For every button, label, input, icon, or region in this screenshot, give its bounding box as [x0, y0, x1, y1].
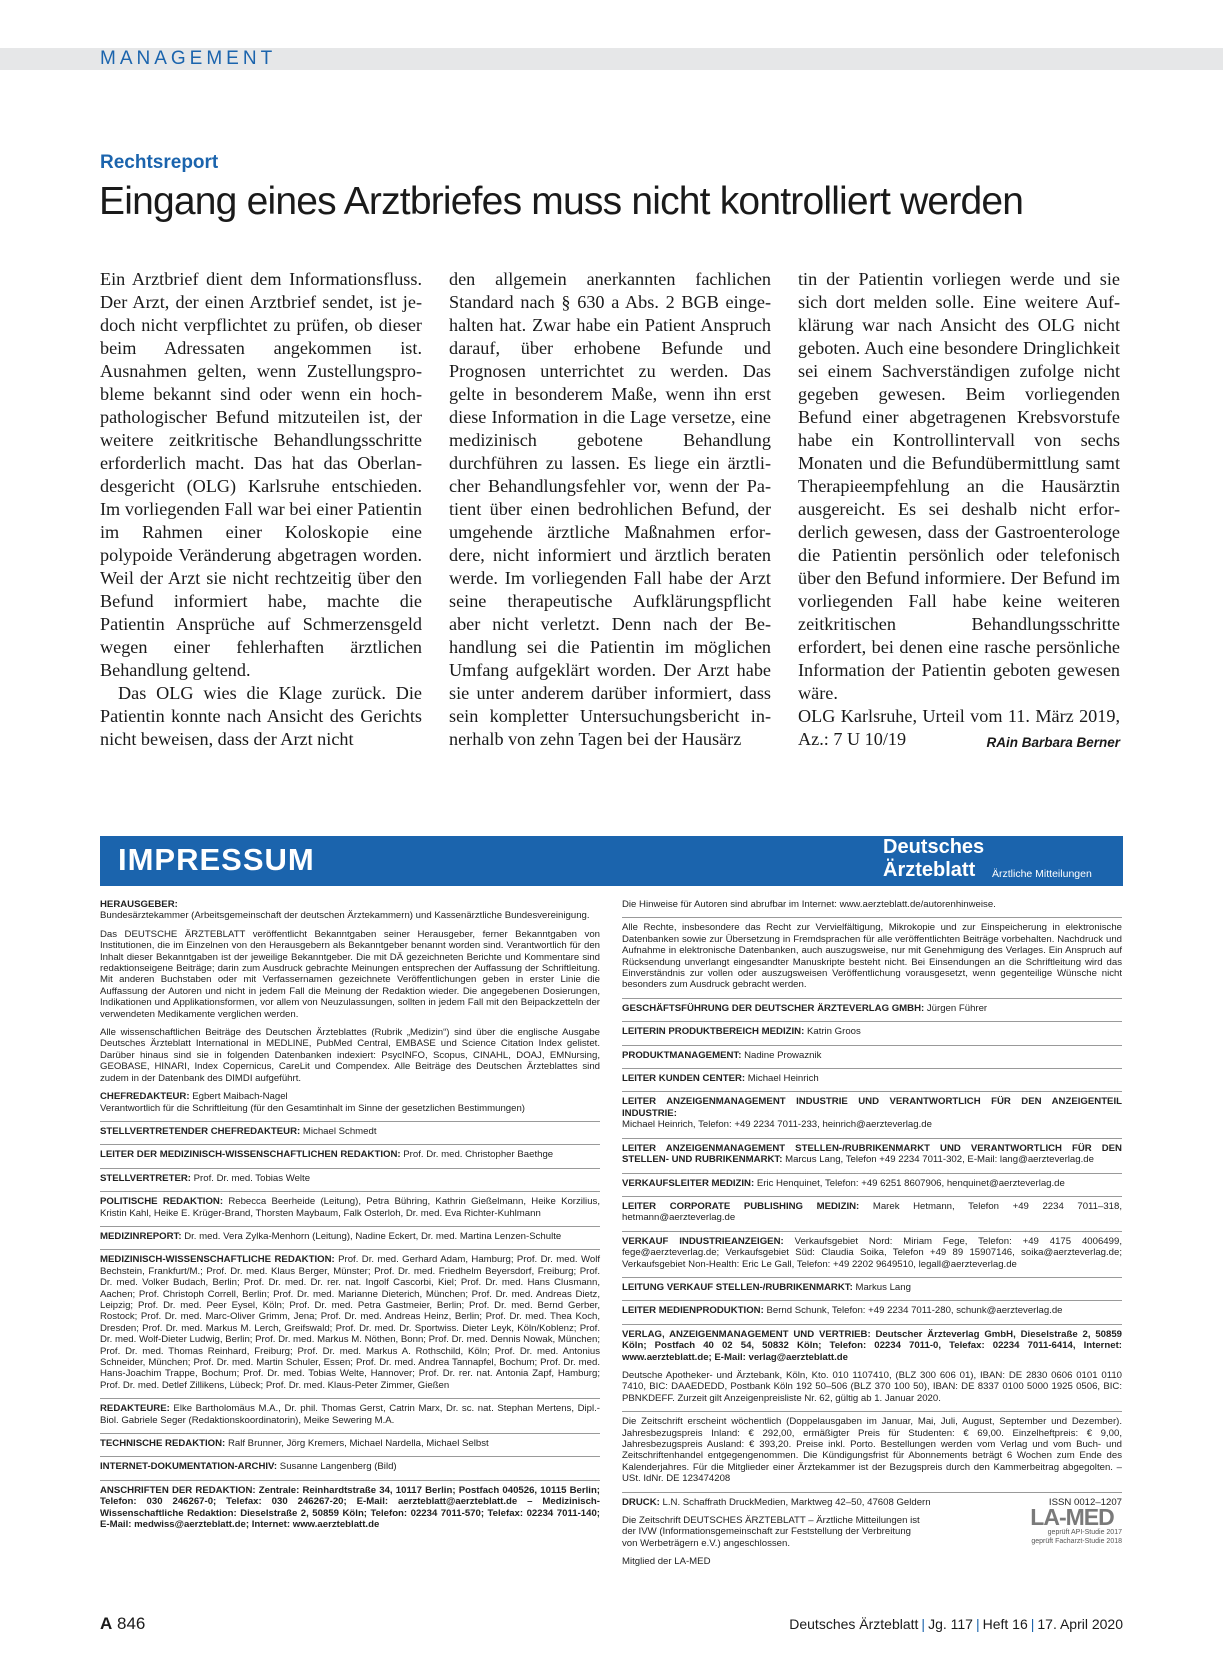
- ivw-note: Die Zeitschrift DEUTSCHES ÄRZTEBLATT – Ärztliche Mitteilungen ist der IVW (Informationsgemeinschaft zur Feststellung der Verbreitung von Werbeträgern e.V.) angeschlossen.: [622, 1515, 920, 1549]
- article-citation: [798, 705, 1120, 751]
- anzeigenmanagement-stellen: LEITER ANZEIGENMANAGEMENT STELLEN-/RUBRIKENMARKT UND VERANTWORTLICH FÜR DEN STELLEN- UND RUBRIKENMARKT: Marcus Lang, Telefon +49 2234 7011-302, E-Mail: lang@aerzteverlag.de: [622, 1138, 1122, 1166]
- medienproduktion: LEITER MEDIENPRODUKTION: Bernd Schunk, Telefon: +49 2234 7011-280, schunk@aerzteverlag.de: [622, 1300, 1122, 1316]
- article-paragraph: tin der Patientin vorliegen werde und sie sich dort melden solle. Eine weitere Aufklärung war nach Ansicht des OLG nicht geboten. Auch eine besondere Dringlichkeit sei einem Sachverständigen zufolge nicht gegeben gewesen. Beim vorliegenden Befund einer abgetragenen Krebsvorstufe habe ein Kontrollintervall von sechs Monaten und die Befundübermittlung samt Therapieempfehlung an die Hausärztin ausgereicht. Es sei deshalb nicht erforderlich gewesen, dass der Gastroenterologe die Patientin persönlich oder telefonisch über den Befund informiere. Der Befund im vorliegenden Fall habe keine weiteren zeitkritischen Behandlungsschritte erfordert, bei denen eine rasche persönliche Information der Patientin geboten gewesen wäre.: [798, 269, 1120, 703]
- article-kicker: Rechtsreport: [100, 152, 219, 173]
- footer-volume: Jg. 117: [928, 1616, 973, 1632]
- redakteure: REDAKTEURE: Elke Bartholomäus M.A., Dr. phil. Thomas Gerst, Catrin Marx, Dr. sc. nat. Stephan Mertens, Dipl.-Biol. Gabriele Seger (Redaktionskoordinatorin), Meike Sewering M.A.: [100, 1398, 600, 1426]
- politische-redaktion: POLITISCHE REDAKTION: Rebecca Beerheide (Leitung), Petra Bühring, Kathrin Gießelmann, Heike Korzilius, Kristin Kahl, Heike E. Krüger-Brand, Thorsten Maybaum, Falk Osterloh, Dr. med. Eva Richter-Kuhlmann: [100, 1191, 600, 1219]
- leiterin-produktbereich: LEITERIN PRODUKTBEREICH MEDIZIN: Katrin Groos: [622, 1021, 1122, 1037]
- impressum-title: IMPRESSUM: [118, 842, 315, 877]
- chefredakteur: CHEFREDAKTEUR: Egbert Maibach-Nagel Verantwortlich für die Schriftleitung (für den Gesamtinhalt im Sinne der gesetzlichen Bestimmungen): [100, 1091, 525, 1114]
- kunden-center: LEITER KUNDEN CENTER: Michael Heinrich: [622, 1068, 1122, 1084]
- impressum-left-column: [100, 899, 600, 1537]
- lamed-logo: [1022, 1505, 1122, 1546]
- produktmanagement: PRODUKTMANAGEMENT: Nadine Prowaznik: [622, 1045, 1122, 1061]
- article-paragraph: Das OLG wies die Klage zurück. Die Patientin konnte nach Ansicht des Gerichts nicht beweisen, dass der Arzt nicht: [100, 683, 422, 749]
- impressum-right-column: [622, 899, 1122, 1575]
- autorenhinweise: Die Hinweise für Autoren sind abrufbar im Internet: www.aerzteblatt.de/autorenhinweise.: [622, 899, 996, 910]
- brand-logo-line2: Ärzteblatt: [883, 859, 976, 881]
- leiter-medwiss: LEITER DER MEDIZINISCH-WISSENSCHAFTLICHEN REDAKTION: Prof. Dr. med. Christopher Baethge: [100, 1144, 600, 1160]
- rechte: Alle Rechte, insbesondere das Recht zur Vervielfältigung, Mikrokopie und zur Einspeicherung in elektronische Datenbanken sowie zur Übersetzung in Fremdsprachen für alle veröffentlichten Beiträge vorbehalten. Nachdruck und Aufnahme in elektronische Datenbanken, auch auszugsweise, nur mit Genehmigung des Verlages. Ein Anspruch auf Rücksendung unverlangt eingesandter Manuskripte besteht nicht. Bei Einsendungen an die Schriftleitung wird das Einverständnis zur vollen oder auszugsweisen Veröffentlichung vorausgesetzt, wenn gegenteilige Wünsche nicht besonders zum Ausdruck gebracht werden.: [622, 917, 1122, 990]
- brand-logo-subtitle: Ärztliche Mitteilungen: [992, 868, 1092, 880]
- medizinreport: MEDIZINREPORT: Dr. med. Vera Zylka-Menhorn (Leitung), Nadine Eckert, Dr. med. Martina Lenzen-Schulte: [100, 1226, 600, 1242]
- impressum-text: Alle wissenschaftlichen Beiträge des Deutschen Ärzteblattes (Rubrik „Medizin“) sind über die englische Ausgabe Deutsches Ärzteblatt International in MEDLINE, PubMed Central, EMBASE und Science Citation Index gelistet. Darüber hinaus sind sie in folgenden Datenbanken indexiert: PsycINFO, Scopus, CINAHL, DOAJ, EMNursing, GEOBASE, HINARI, Index Copernicus, CareLit und Compendex. Alle Beiträge des Deutschen Ärzteblattes sind zudem in der Datenbank des DIMDI aufgeführt.: [100, 1027, 600, 1084]
- verkauf-stellenmarkt: LEITUNG VERKAUF STELLEN-/RUBRIKENMARKT: Markus Lang: [622, 1277, 1122, 1293]
- lamed-logo-sub2: geprüft Facharzt-Studie 2018: [1031, 1537, 1122, 1545]
- article-paragraph: Ein Arztbrief dient dem Informationsfluss. Der Arzt, der einen Arztbrief sendet, ist jedoch nicht verpflichtet zu prüfen, ob dieser beim Adressaten angekommen ist. Ausnahmen gelten, wenn Zustellungsprobleme bekannt sind oder wenn ein hochpathologischer Befund mitzuteilen ist, der weitere zeitkritische Behandlungsschritte erforderlich macht. Das hat das Oberlandesgericht (OLG) Karlsruhe entschieden. Im vorliegenden Fall war bei einer Patientin im Rahmen einer Koloskopie eine polypoide Veränderung abgetragen worden. Weil der Arzt sie nicht rechtzeitig über den Befund informiert habe, machte die Patientin Ansprüche auf Schmerzensgeld wegen einer fehlerhaften ärztlichen Behandlung geltend.: [100, 269, 422, 680]
- footer-date: 17. April 2020: [1037, 1616, 1123, 1632]
- lamed-member: Mitglied der LA-MED: [622, 1556, 711, 1568]
- article-paragraph: den allgemein anerkannten fachlichen Standard nach § 630 a Abs. 2 BGB eingehalten hat. Zwar habe ein Patient Anspruch darauf, über erhobene Befunde und Prognosen unterrichtet zu werden. Das gelte in besonderem Maße, wenn ihn erst diese Information in die Lage versetze, eine medizinisch gebotene Behandlung durchführen zu lassen. Es liege ein ärztlicher Behandlungsfehler vor, wenn der Patient über einen bedrohlichen Befund, der umgehende ärztliche Maßnahmen erfordere, nicht informiert und ärztlich beraten werde. Im vorliegenden Fall habe der Arzt seine therapeutische Aufklärungspflicht aber nicht verletzt. Denn nach der Behandlung sei die Patientin im möglichen Umfang aufgeklärt worden. Der Arzt habe sie unter anderem darüber informiert, dass sein kompletter Untersuchungsbericht innerhalb von zehn Tagen bei der Hausärz: [449, 269, 771, 749]
- impressum-text: Das DEUTSCHE ÄRZTEBLATT veröffentlicht Bekanntgaben seiner Herausgeber, ferner Bekanntgaben von Institutionen, die im Einzelnen von den Herausgebern als Bekanntgeber benannt worden sind. Verantwortlich für den Inhalt dieser Bekanntgaben ist der jeweilige Bekanntgeber. Die mit DÄ gezeichneten Berichte und Kommentare sind redaktionseigene Beiträge; darin zum Ausdruck gebrachte Meinungen entsprechen der Auffassung der Schriftleitung. Mit anderen Buchstaben oder mit Verfassernamen gezeichnete Veröffentlichungen geben in erster Linie die Auffassung der Autoren und nicht in jedem Fall die Meinung der Redaktion wieder. Die angegebenen Dosierungen, Indikationen und Applikationsformen, vor allem von Neuzulassungen, sollten in jedem Fall mit den Beipackzetteln der verwendeten Medikamente verglichen werden.: [100, 928, 600, 1020]
- issn: ISSN 0012–1207: [1048, 1496, 1122, 1508]
- article-headline: Eingang eines Arztbriefes muss nicht kontrolliert werden: [99, 180, 1024, 223]
- verkauf-industrieanzeigen: VERKAUF INDUSTRIEANZEIGEN: Verkaufsgebiet Nord: Miriam Fege, Telefon: +49 4175 4006499, fege@aerzteverlag.de; Verkaufsgebiet Süd: Claudia Soika, Telefon +49 89 15907146, soika@aerzteverlag.de; Verkaufsgebiet Non-Health: Eric Le Gall, Telefon: +49 2202 9649510, legall@aerzteverlag.de: [622, 1231, 1122, 1270]
- verkaufsleiter: VERKAUFSLEITER MEDIZIN: Eric Henquinet, Telefon: +49 6251 8607906, henquinet@aerzteverlag.de: [622, 1173, 1122, 1189]
- footer-journal: Deutsches Ärzteblatt: [789, 1616, 919, 1632]
- citation-text: OLG Karlsruhe, Urteil vom 11. März 2019, Az.: 7 U 10/19: [798, 706, 1120, 749]
- stellvertreter: STELLVERTRETER: Prof. Dr. med. Tobias Welte: [100, 1168, 600, 1184]
- lamed-logo-sub1: geprüft API-Studie 2017: [1047, 1529, 1122, 1536]
- brand-logo-line1: Deutsches: [883, 836, 985, 858]
- section-label: MANAGEMENT: [100, 48, 277, 69]
- anzeigenmanagement-industrie: LEITER ANZEIGENMANAGEMENT INDUSTRIE UND VERANTWORTLICH FÜR DEN ANZEIGENTEIL INDUSTRIE: Michael Heinrich, Telefon: +49 2234 7011-233, heinrich@aerzteverlag.de: [622, 1091, 1122, 1130]
- footer-issue: Heft 16: [982, 1616, 1028, 1632]
- verlag: VERLAG, ANZEIGENMANAGEMENT UND VERTRIEB: Deutscher Ärzteverlag GmbH, Dieselstraße 2, 50859 Köln; Postfach 40 02 54, 50832 Köln; Telefon: 02234 7011-0, Telefax: 02234 7011-6414, Internet: www.aerzteblatt.de; E-Mail: verlag@aerzteblatt.de: [622, 1324, 1122, 1363]
- article-author: RAin Barbara Berner: [986, 735, 1120, 750]
- internet-archiv: INTERNET-DOKUMENTATION-ARCHIV: Susanne Langenberg (Bild): [100, 1456, 600, 1472]
- page-number: A 846: [100, 1614, 146, 1633]
- druck: DRUCK: L.N. Schaffrath DruckMedien, Marktweg 42–50, 47608 Geldern ISSN 0012–1207: [622, 1492, 1122, 1508]
- erscheinungsweise: Die Zeitschrift erscheint wöchentlich (Doppelausgaben im Januar, Mai, Juli, August, September und Dezember). Jahresbezugspreis Inland: € 292,00, ermäßigter Preis für Studenten: € 69,00. Einzelheftpreis: € 9,00, Jahresbezugspreis Ausland: € 393,20. Preise inkl. Porto. Bestellungen werden vom Verlag und vom Buch- und Zeitschriftenhandel entgegengenommen. Die Kündigungsfrist für Abonnements beträgt 6 Wochen zum Ende des Kalenderjahres. Für die Mitglieder einer Ärztekammer ist der Bezugspreis durch den Kammerbeitrag abgegolten. – USt. IdNr. DE 123474208: [622, 1411, 1122, 1484]
- medwiss-redaktion: MEDIZINISCH-WISSENSCHAFTLICHE REDAKTION: Prof. Dr. med. Gerhard Adam, Hamburg; Prof. Dr. med. Wolf Bechstein, Frankfurt/M.; Prof. Dr. med. Klaus Berger, Münster; Prof. Dr. med. Friedhelm Beyersdorf, Freiburg; Prof. Dr. med. Volker Budach, Berlin; Prof. Dr. med. Dr. rer. nat. Ingolf Cascorbi, Kiel; Prof. Dr. med. Hans Clusmann, Aachen; Prof. Christoph Correll, Berlin; Prof. Dr. med. Marianne Dieterich, München; Prof. Dr. med. Andreas Dietz, Leipzig; Prof. Dr. med. Peer Eysel, Köln; Prof. Dr. med. Petra Gastmeier, Berlin; Prof. Dr. med. Bernd Gerber, Rostock; Prof. Dr. med. Marc-Oliver Grimm, Jena; Prof. Dr. med. Andreas Heinz, Berlin; Prof. Dr. med. Thea Koch, Dresden; Prof. Dr. med. Markus M. Lerch, Greifswald; Prof. Dr. med. Dr. Sportwiss. Dieter Leyk, Köln/Koblenz; Prof. Dr. med. Wolf-Dieter Ludwig, Berlin; Prof. Dr. med. Markus M. Nöthen, Bonn; Prof. Dr. med. Dennis Nowak, München; Prof. Dr. med. Thomas Reinhard, Freiburg; Prof. Dr. med. Markus A. Rothschild, Köln; Prof. Dr. med. Antonius Schneider, München; Prof. Dr. med. Martin Schuler, Essen; Prof. Dr. med. Andrea Tannapfel, Bochum; Prof. Dr. med. Hans-Joachim Trappe, Bochum; Prof. Dr. med. Tobias Welte, Hannover; Prof. Dr. rer. nat. Antonia Zapf, Hamburg; Prof. Dr. med. Detlef Zillikens, Lübeck; Prof. Dr. med. Klaus-Peter Zimmer, Gießen: [100, 1249, 600, 1391]
- article-column-2: [449, 268, 771, 751]
- footer-issue-info: Deutsches Ärzteblatt | Jg. 117 | Heft 16 | 17. April 2020: [789, 1616, 1123, 1632]
- article-column-3: [798, 268, 1120, 754]
- corporate-publishing: LEITER CORPORATE PUBLISHING MEDIZIN: Marek Hetmann, Telefon +49 2234 7011–318, hetmann@aerzteverlag.de: [622, 1196, 1122, 1224]
- herausgeber: HERAUSGEBER: Bundesärztekammer (Arbeitsgemeinschaft der deutschen Ärztekammern) und Kassenärztliche Bundesvereinigung.: [100, 899, 590, 922]
- article-column-1: [100, 268, 422, 751]
- geschaeftsfuehrung: GESCHÄFTSFÜHRUNG DER DEUTSCHER ÄRZTEVERLAG GMBH: Jürgen Führer: [622, 998, 1122, 1014]
- anschriften: ANSCHRIFTEN DER REDAKTION: Zentrale: Reinhardtstraße 34, 10117 Berlin; Postfach 040526, 10115 Berlin; Telefon: 030 246267-0; Telefax: 030 246267-20; E-Mail: aerzteblatt@aerzteblatt.de – Medizinisch-Wissenschaftliche Redaktion: Dieselstraße 2, 50859 Köln; Telefon: 02234 7011-570; Telefax: 02234 7011-140; E-Mail: medwiss@aerzteblatt.de; Internet: www.aerzteblatt.de: [100, 1480, 600, 1531]
- bankverbindung: Deutsche Apotheker- und Ärztebank, Köln, Kto. 010 1107410, (BLZ 300 606 01), IBAN: DE 2830 0606 0101 0110 7410, BIC: DAAEDEDD, Postbank Köln 192 50–506 (BLZ 370 100 50), IBAN: DE 8337 0100 5000 1925 0506, BIC: PBNKDEFF. Zurzeit gilt Anzeigenpreisliste Nr. 62, gültig ab 1. Januar 2020.: [622, 1369, 1122, 1404]
- stellv-chefredakteur: STELLVERTRETENDER CHEFREDAKTEUR: Michael Schmedt: [100, 1121, 600, 1137]
- lamed-logo-mark: LA-MED: [1030, 1504, 1114, 1530]
- technische-redaktion: TECHNISCHE REDAKTION: Ralf Brunner, Jörg Kremers, Michael Nardella, Michael Selbst: [100, 1433, 600, 1449]
